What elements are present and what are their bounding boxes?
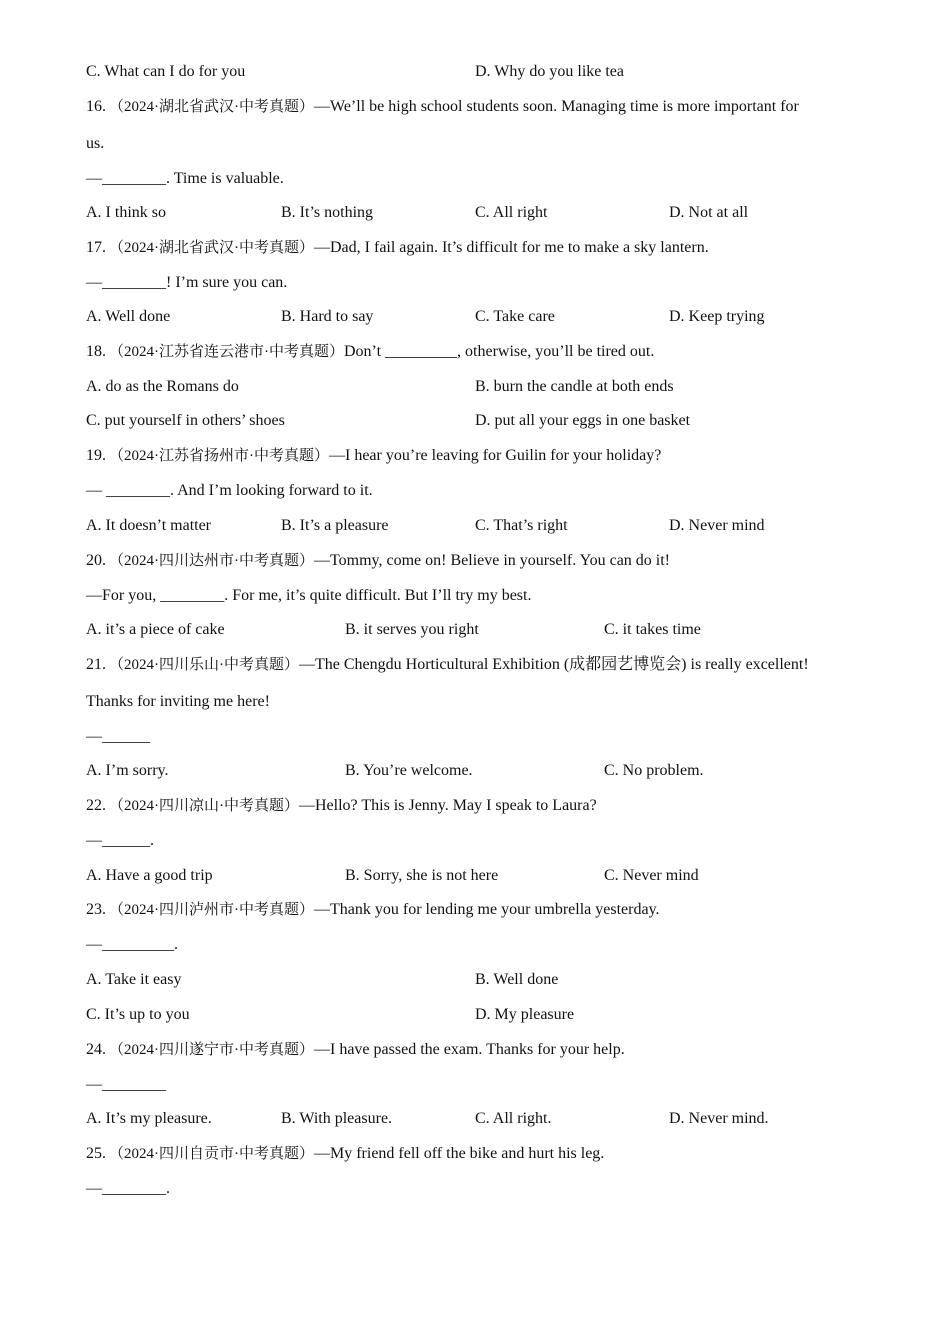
question-text: —The Chengdu Horticultural Exhibition (成都园艺博览会) is really excellent!: [299, 656, 809, 673]
question-text: —We’ll be high school students soon. Managing time is more important for: [314, 98, 799, 115]
question-19-stem: [86, 446, 661, 466]
question-22-option-c: C. Never mind: [604, 867, 699, 884]
question-text: —Hello? This is Jenny. May I speak to Laura?: [299, 797, 597, 814]
question-24-stem: [86, 1040, 625, 1060]
question-source: （2024·四川凉山·中考真题）: [109, 798, 299, 814]
question-22-option-b: B. Sorry, she is not here: [345, 867, 499, 884]
question-source: （2024·四川乐山·中考真题）: [109, 657, 299, 673]
question-24-option-b: B. With pleasure.: [281, 1110, 393, 1127]
question-source: （2024·湖北省武汉·中考真题）: [109, 99, 314, 115]
question-source: （2024·江苏省扬州市·中考真题）: [109, 448, 329, 464]
question-16-stem-cont: us.: [86, 135, 105, 152]
question-25-stem: [86, 1144, 604, 1164]
question-17-option-d: D. Keep trying: [669, 308, 765, 325]
question-number: 19.: [86, 447, 106, 464]
question-24-option-a: A. It’s my pleasure.: [86, 1110, 212, 1127]
question-text: —Thank you for lending me your umbrella yesterday.: [314, 901, 660, 918]
question-21-option-a: A. I’m sorry.: [86, 762, 169, 779]
question-21-reply: —______: [86, 728, 150, 745]
question-source: （2024·四川达州市·中考真题）: [109, 553, 314, 569]
question-17-option-b: B. Hard to say: [281, 308, 374, 325]
question-19-option-b: B. It’s a pleasure: [281, 517, 389, 534]
question-17-option-c: C. Take care: [475, 308, 555, 325]
question-22-option-a: A. Have a good trip: [86, 867, 213, 884]
question-19-option-d: D. Never mind: [669, 517, 765, 534]
question-text: —I hear you’re leaving for Guilin for your holiday?: [329, 447, 662, 464]
question-text: —My friend fell off the bike and hurt his leg.: [314, 1145, 605, 1162]
question-23-option-d: D. My pleasure: [475, 1006, 575, 1023]
question-source: （2024·四川泸州市·中考真题）: [109, 902, 314, 918]
question-source: （2024·四川自贡市·中考真题）: [109, 1146, 314, 1162]
question-18-option-b: B. burn the candle at both ends: [475, 378, 674, 395]
question-source: （2024·湖北省武汉·中考真题）: [109, 240, 314, 256]
question-17-stem: [86, 238, 709, 258]
question-16-option-b: B. It’s nothing: [281, 204, 374, 221]
question-20-stem: [86, 551, 670, 571]
question-25-reply: —________.: [86, 1180, 170, 1197]
question-21-stem-cont: Thanks for inviting me here!: [86, 693, 270, 710]
question-23-stem: [86, 900, 660, 920]
question-number: 23.: [86, 901, 106, 918]
question-23-reply: —_________.: [86, 936, 178, 953]
question-23-option-a: A. Take it easy: [86, 971, 182, 988]
question-21-option-b: B. You’re welcome.: [345, 762, 473, 779]
question-17-reply: —________! I’m sure you can.: [86, 274, 288, 291]
question-number: 20.: [86, 552, 106, 569]
question-source: （2024·四川遂宁市·中考真题）: [109, 1042, 314, 1058]
question-18-option-a: A. do as the Romans do: [86, 378, 239, 395]
question-20-reply: —For you, ________. For me, it’s quite difficult. But I’ll try my best.: [86, 587, 532, 604]
question-number: 22.: [86, 797, 106, 814]
question-19-option-c: C. That’s right: [475, 517, 568, 534]
question-22-reply: —______.: [86, 832, 154, 849]
question-number: 17.: [86, 239, 106, 256]
question-20-option-b: B. it serves you right: [345, 621, 479, 638]
question-20-option-a: A. it’s a piece of cake: [86, 621, 225, 638]
question-16-option-d: D. Not at all: [669, 204, 749, 221]
question-number: 25.: [86, 1145, 106, 1162]
question-16-option-c: C. All right: [475, 204, 548, 221]
question-18-stem: [86, 342, 654, 362]
question-24-option-c: C. All right.: [475, 1110, 552, 1127]
question-16-option-a: A. I think so: [86, 204, 166, 221]
question-19-option-a: A. It doesn’t matter: [86, 517, 212, 534]
question-24-reply: —________: [86, 1076, 166, 1093]
question-21-stem: [86, 655, 809, 675]
question-16-reply: —________. Time is valuable.: [86, 170, 284, 187]
question-19-reply: — ________. And I’m looking forward to it.: [86, 482, 373, 499]
question-number: 24.: [86, 1041, 106, 1058]
question-17-option-a: A. Well done: [86, 308, 171, 325]
question-number: 16.: [86, 98, 106, 115]
question-23-option-b: B. Well done: [475, 971, 559, 988]
question-21-option-c: C. No problem.: [604, 762, 704, 779]
question-text: —Tommy, come on! Believe in yourself. You can do it!: [314, 552, 671, 569]
question-number: 18.: [86, 343, 106, 360]
question-18-option-c: C. put yourself in others’ shoes: [86, 412, 285, 429]
question-18-option-d: D. put all your eggs in one basket: [475, 412, 691, 429]
question-16-stem: [86, 97, 799, 117]
option-c: C. What can I do for you: [86, 63, 246, 80]
question-22-stem: [86, 796, 597, 816]
question-text: Don’t _________, otherwise, you’ll be tired out.: [344, 343, 655, 360]
question-number: 21.: [86, 656, 106, 673]
question-24-option-d: D. Never mind.: [669, 1110, 769, 1127]
question-20-option-c: C. it takes time: [604, 621, 701, 638]
option-d: D. Why do you like tea: [475, 63, 625, 80]
question-source: （2024·江苏省连云港市·中考真题）: [109, 344, 344, 360]
question-text: —I have passed the exam. Thanks for your help.: [314, 1041, 625, 1058]
question-text: —Dad, I fail again. It’s difficult for me to make a sky lantern.: [314, 239, 709, 256]
question-23-option-c: C. It’s up to you: [86, 1006, 190, 1023]
